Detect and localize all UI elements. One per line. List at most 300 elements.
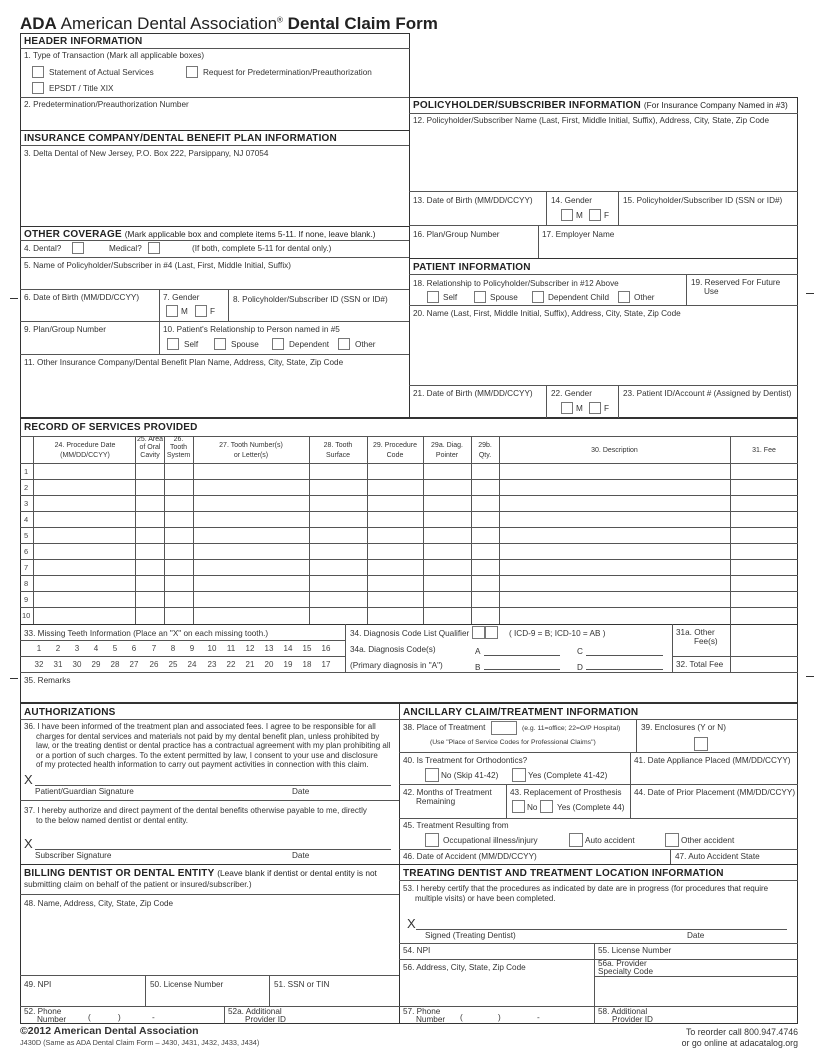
divider [20, 48, 410, 49]
divider [686, 274, 687, 305]
q50-label: 50. License Number [150, 980, 224, 989]
q36-line3: law, or the treating dentist or dental practice has a contractual agreement with my plan prohibiting all [36, 741, 391, 751]
signature-x: X [407, 916, 416, 931]
row-number: 1 [24, 467, 29, 476]
q18-self-label: Self [443, 293, 458, 302]
q40-yes-checkbox[interactable] [512, 768, 526, 782]
actual-services-checkbox[interactable] [32, 66, 44, 78]
q40-no-label: No (Skip 41-42) [441, 771, 499, 780]
form-name: Dental Claim Form [287, 14, 438, 33]
divider [20, 226, 410, 227]
q44-label: 44. Date of Prior Placement (MM/DD/CCYY) [634, 788, 796, 797]
q7-f-label: F [210, 307, 216, 316]
q19-label: 19. Reserved For Future [691, 278, 781, 287]
q18-child-checkbox[interactable] [532, 291, 544, 303]
q38-place-of-treatment-input[interactable] [491, 721, 517, 735]
header-info-title: HEADER INFORMATION [24, 36, 143, 47]
q40-yes-label: Yes (Complete 41-42) [528, 771, 608, 780]
q52-label: 52. Phone [24, 1007, 62, 1016]
divider [399, 818, 798, 819]
tooth-8[interactable]: 8 [170, 644, 176, 653]
policyholder-heading: POLICYHOLDER/SUBSCRIBER INFORMATION [413, 100, 641, 111]
col-line [730, 436, 731, 624]
row-number: 7 [24, 563, 29, 572]
q7-label: 7. Gender [163, 293, 200, 302]
divider [630, 752, 631, 818]
divider [399, 752, 798, 753]
divider [20, 321, 410, 322]
q14-f-label: F [604, 211, 610, 220]
reorder-website[interactable]: or go online at adacatalog.org [681, 1038, 798, 1048]
q31a-label-cont: Fee(s) [694, 637, 718, 646]
divider [594, 976, 798, 977]
billing-title [24, 868, 377, 879]
q22-f-label: F [604, 404, 610, 413]
divider [730, 624, 731, 672]
tooth-23[interactable]: 23 [207, 660, 217, 669]
tooth-6[interactable]: 6 [131, 644, 137, 653]
col-line [423, 436, 424, 624]
q42-label-cont: Remaining [416, 797, 456, 806]
q10-label: 10. Patient's Relationship to Person named in #5 [163, 325, 340, 334]
row-number: 6 [24, 547, 29, 556]
q45-auto-label: Auto accident [585, 836, 635, 845]
col-26-line2: Tooth [169, 444, 188, 451]
q52-paren-close: ) [118, 1013, 121, 1022]
q3-insurance-address[interactable]: 3. Delta Dental of New Jersey, P.O. Box 222, Parsippany, NJ 07054 [24, 149, 269, 158]
q23-label: 23. Patient ID/Account # (Assigned by Dentist) [623, 389, 792, 398]
divider [636, 719, 637, 752]
q49-label: 49. NPI [24, 980, 52, 989]
divider [409, 385, 798, 386]
q45-other-label: Other accident [681, 836, 735, 845]
q57-paren-open: ( [460, 1013, 463, 1022]
divider [546, 385, 547, 418]
row-number: 3 [24, 499, 29, 508]
patient-date-label: Date [292, 787, 310, 796]
q40-no-checkbox[interactable] [425, 768, 439, 782]
col-26-header [164, 436, 193, 460]
tooth-20[interactable]: 20 [264, 660, 274, 669]
q40-label: 40. Is Treatment for Orthodontics? [403, 756, 528, 765]
col-28-line2: Surface [325, 452, 351, 459]
q2-label: 2. Predetermination/Preauthorization Number [24, 100, 189, 109]
row-line [20, 624, 798, 625]
other-coverage-heading: OTHER COVERAGE [24, 229, 122, 240]
divider [20, 130, 410, 131]
tooth-30[interactable]: 30 [72, 660, 82, 669]
col-28-header [309, 441, 367, 461]
tooth-18[interactable]: 18 [302, 660, 312, 669]
divider [20, 240, 410, 241]
col-27-line2: or Letter(s) [233, 452, 269, 459]
divider [20, 257, 410, 258]
form-id: J430D (Same as ADA Dental Claim Form – J430, J431, J432, J433, J434) [20, 1038, 260, 1047]
q52-dash: - [152, 1013, 155, 1022]
tooth-2[interactable]: 2 [55, 644, 61, 653]
tooth-22[interactable]: 22 [226, 660, 236, 669]
reorder-phone: To reorder call 800.947.4746 [686, 1027, 798, 1037]
dx-d-field[interactable] [586, 669, 663, 670]
other-coverage-note: (Mark applicable box and complete items 5-11. If none, leave blank.) [124, 229, 376, 239]
divider [20, 289, 410, 290]
row-number: 10 [22, 611, 31, 620]
q18-other-checkbox[interactable] [618, 291, 630, 303]
divider [618, 385, 619, 418]
divider [399, 784, 798, 785]
q45-other-checkbox[interactable] [665, 833, 679, 847]
dx-a-field[interactable] [484, 655, 560, 656]
q52a-label: 52a. Additional [228, 1007, 282, 1016]
row-line [20, 559, 798, 560]
q46-label: 46. Date of Accident (MM/DD/CCYY) [403, 852, 537, 861]
q52a-label-cont: Provider ID [245, 1015, 286, 1024]
col-24-line1: 24. Procedure Date [54, 442, 116, 449]
divider [506, 784, 507, 818]
q36-text [24, 722, 396, 770]
q10-other-checkbox[interactable] [338, 338, 350, 350]
q18-spouse-checkbox[interactable] [474, 291, 486, 303]
q33-label: 33. Missing Teeth Information (Place an "X" on each missing tooth.) [24, 629, 269, 638]
q35-label: 35. Remarks [24, 676, 71, 685]
tooth-5[interactable]: 5 [112, 644, 118, 653]
q39-label: 39. Enclosures (Y or N) [641, 723, 726, 732]
billing-heading: BILLING DENTIST OR DENTAL ENTITY [24, 868, 215, 879]
ancillary-title: ANCILLARY CLAIM/TREATMENT INFORMATION [403, 707, 639, 718]
divider [20, 656, 345, 657]
col-24-header [34, 441, 136, 461]
tooth-32[interactable]: 32 [34, 660, 44, 669]
dx-c-field[interactable] [586, 655, 663, 656]
q38-label: 38. Place of Treatment [403, 723, 486, 732]
col-line [499, 436, 500, 624]
copyright: ©2012 American Dental Association [20, 1025, 199, 1037]
q20-label: 20. Name (Last, First, Middle Initial, Suffix), Address, City, State, Zip Code [413, 309, 681, 318]
dx-c-label: C [577, 647, 583, 656]
treating-signature-field[interactable] [416, 929, 787, 930]
tooth-27[interactable]: 27 [129, 660, 139, 669]
col-28-line1: 28. Tooth [323, 442, 353, 449]
divider [20, 145, 410, 146]
q6-label: 6. Date of Birth (MM/DD/CCYY) [24, 293, 140, 302]
subscriber-signature-label: Subscriber Signature [35, 851, 112, 860]
q32-label: 32. Total Fee [676, 660, 724, 669]
q10-dependent-checkbox[interactable] [272, 338, 284, 350]
q34-qualifier-box-2[interactable] [485, 626, 498, 639]
tooth-13[interactable]: 13 [264, 644, 274, 653]
q54-label: 54. NPI [403, 946, 431, 955]
q55-label: 55. License Number [598, 946, 672, 955]
col-25-line1: 25. Area [136, 436, 164, 443]
epsdt-label: EPSDT / Title XIX [49, 84, 114, 93]
tooth-9[interactable]: 9 [189, 644, 195, 653]
q51-label: 51. SSN or TIN [274, 980, 330, 989]
q43-no-checkbox[interactable] [512, 800, 525, 813]
q38-note2: (Use "Place of Service Codes for Professional Claims") [430, 739, 596, 746]
q57-paren-close: ) [498, 1013, 501, 1022]
col-24-line2: (MM/DD/CCYY) [60, 452, 110, 459]
divider [409, 305, 798, 306]
row-line [20, 479, 798, 480]
q1-label: 1. Type of Transaction (Mark all applicable boxes) [24, 51, 205, 60]
col-line [164, 436, 165, 624]
col-29a-line1: 29a. Diag. [431, 442, 463, 449]
authorizations-title: AUTHORIZATIONS [24, 707, 116, 718]
divider [618, 191, 619, 225]
col-27-line1: 27. Tooth Number(s) [219, 442, 283, 449]
divider [20, 894, 400, 895]
divider [409, 274, 798, 275]
q53-text [403, 884, 795, 903]
q52-paren-open: ( [88, 1013, 91, 1022]
col-29-header [367, 441, 423, 461]
tooth-14[interactable]: 14 [283, 644, 293, 653]
q52-label-cont: Number [37, 1015, 67, 1024]
q58-label-cont: Provider ID [612, 1015, 653, 1024]
signature-x: X [24, 772, 33, 787]
q41-label: 41. Date Appliance Placed (MM/DD/CCYY) [634, 756, 791, 765]
q37-line2: to the below named dentist or dental entity. [36, 815, 188, 825]
q16-label: 16. Plan/Group Number [413, 230, 500, 239]
dental-checkbox[interactable] [72, 242, 84, 254]
col-line [33, 436, 34, 624]
q14-m-label: M [576, 211, 583, 220]
q31a-label: 31a. Other [676, 628, 715, 637]
q10-self-checkbox[interactable] [167, 338, 179, 350]
q34-qualifier-box-1[interactable] [472, 626, 485, 639]
q57-label: 57. Phone [403, 1007, 441, 1016]
actual-services-label: Statement of Actual Services [49, 68, 154, 77]
medical-checkbox[interactable] [148, 242, 160, 254]
divider [409, 113, 798, 114]
tooth-17[interactable]: 17 [321, 660, 331, 669]
q43-yes-checkbox[interactable] [540, 800, 553, 813]
divider [670, 849, 671, 865]
q10-spouse-checkbox[interactable] [214, 338, 226, 350]
q45-occupational-label: Occupational illness/injury [443, 836, 538, 845]
col-26-line3: System [166, 452, 191, 459]
q18-self-checkbox[interactable] [427, 291, 439, 303]
q43-no-label: No [527, 803, 538, 812]
q36-line5: of my protected health information to carry out payment activities in connection with this claim. [36, 760, 369, 770]
margin-tick [806, 293, 814, 294]
col-31-header: 31. Fee [752, 447, 776, 454]
tooth-28[interactable]: 28 [110, 660, 120, 669]
tooth-29[interactable]: 29 [91, 660, 101, 669]
tooth-10[interactable]: 10 [207, 644, 217, 653]
q39-enclosures-checkbox[interactable] [694, 737, 708, 751]
registered-mark: ® [277, 15, 283, 25]
divider [145, 975, 146, 1006]
q18-spouse-label: Spouse [490, 293, 518, 302]
col-line [193, 436, 194, 624]
patient-info-title: PATIENT INFORMATION [413, 262, 531, 273]
tooth-31[interactable]: 31 [53, 660, 63, 669]
q18-child-label: Dependent Child [548, 293, 609, 302]
row-number: 2 [24, 483, 29, 492]
q37-line1: 37. I hereby authorize and direct payment of the dental benefits otherwise payable to me, directly [24, 806, 367, 815]
treating-title: TREATING DENTIST AND TREATMENT LOCATION INFORMATION [403, 868, 724, 879]
tooth-7[interactable]: 7 [151, 644, 157, 653]
q14-label: 14. Gender [551, 196, 592, 205]
q36-line1: 36. I have been informed of the treatment plan and associated fees. I agree to be responsible for all [24, 722, 376, 731]
q22-f-checkbox[interactable] [589, 402, 601, 414]
subscriber-signature-field[interactable] [35, 849, 391, 850]
tooth-26[interactable]: 26 [149, 660, 159, 669]
col-25-line3: Cavity [140, 452, 160, 459]
tooth-24[interactable]: 24 [187, 660, 197, 669]
services-title: RECORD OF SERVICES PROVIDED [24, 422, 198, 433]
tooth-25[interactable]: 25 [168, 660, 178, 669]
dx-a-label: A [475, 647, 481, 656]
tooth-16[interactable]: 16 [321, 644, 331, 653]
q34-label: 34. Diagnosis Code List Qualifier [350, 629, 470, 638]
q22-label: 22. Gender [551, 389, 592, 398]
treating-date-label: Date [687, 931, 705, 940]
predetermination-checkbox[interactable] [186, 66, 198, 78]
insurance-title: INSURANCE COMPANY/DENTAL BENEFIT PLAN INFORMATION [24, 133, 337, 144]
tooth-19[interactable]: 19 [283, 660, 293, 669]
divider [594, 943, 595, 1024]
margin-tick [10, 298, 18, 299]
q4-dental-label: 4. Dental? [24, 244, 62, 253]
q45-auto-checkbox[interactable] [569, 833, 583, 847]
row-number: 5 [24, 531, 29, 540]
col-29a-line2: Pointer [435, 452, 459, 459]
divider [20, 800, 400, 801]
col-29b-line1: 29b. [478, 442, 492, 449]
q7-m-checkbox[interactable] [166, 305, 178, 317]
divider [20, 672, 798, 673]
q10-self-label: Self [184, 340, 199, 349]
q4-note: (If both, complete 5-11 for dental only.) [192, 244, 332, 253]
q56a-label-cont: Specialty Code [598, 967, 654, 976]
col-30-header: 30. Description [591, 447, 638, 454]
q36-line4: or a portion of such charges. To the extent permitted by law, I consent to your use and disclosure [36, 750, 378, 760]
q57-dash: - [537, 1013, 540, 1022]
q18-other-label: Other [634, 293, 655, 302]
q57-label-cont: Number [416, 1015, 446, 1024]
row-line [20, 575, 798, 576]
divider [672, 624, 673, 672]
tooth-21[interactable]: 21 [245, 660, 255, 669]
col-29a-header [423, 441, 471, 461]
tooth-11[interactable]: 11 [226, 644, 236, 653]
q7-f-checkbox[interactable] [195, 305, 207, 317]
q13-label: 13. Date of Birth (MM/DD/CCYY) [413, 196, 533, 205]
divider [20, 975, 400, 976]
row-line [20, 591, 798, 592]
q14-m-checkbox[interactable] [561, 209, 573, 221]
divider [409, 258, 798, 259]
q45-label: 45. Treatment Resulting from [403, 821, 509, 830]
q12-label: 12. Policyholder/Subscriber Name (Last, First, Middle Initial, Suffix), Address, City, State, Zip Code [413, 116, 769, 125]
q11-label: 11. Other Insurance Company/Dental Benefit Plan Name, Address, City, State, Zip Code [24, 358, 344, 367]
tooth-3[interactable]: 3 [74, 644, 80, 653]
q38-note: (e.g. 11=office; 22=O/P Hospital) [522, 725, 621, 732]
tooth-12[interactable]: 12 [245, 644, 255, 653]
signature-x: X [24, 836, 33, 851]
q22-m-checkbox[interactable] [561, 402, 573, 414]
q53-line2: multiple visits) or have been completed. [415, 893, 556, 903]
divider [399, 719, 798, 720]
q45-occupational-checkbox[interactable] [425, 833, 439, 847]
col-27-header [193, 441, 309, 461]
q56-label: 56. Address, City, State, Zip Code [403, 963, 526, 972]
form-title [20, 14, 438, 34]
q42-label: 42. Months of Treatment [403, 788, 492, 797]
q47-label: 47. Auto Accident State [675, 852, 760, 861]
patient-signature-label: Patient/Guardian Signature [35, 787, 134, 796]
dx-d-label: D [577, 663, 583, 672]
q37-text [24, 806, 396, 825]
col-line [367, 436, 368, 624]
col-line [309, 436, 310, 624]
col-29-line1: 29. Procedure [373, 442, 417, 449]
col-25-header [135, 436, 165, 460]
q34a-label: 34a. Diagnosis Code(s) [350, 645, 436, 654]
patient-signature-field[interactable] [35, 785, 391, 786]
billing-note: (Leave blank if dentist or dental entity is not [217, 868, 377, 878]
q10-dependent-label: Dependent [289, 340, 330, 349]
q4-medical-label: Medical? [109, 244, 142, 253]
q43-label: 43. Replacement of Prosthesis [510, 788, 622, 797]
divider [546, 191, 547, 225]
q14-f-checkbox[interactable] [589, 209, 601, 221]
row-line [20, 463, 798, 464]
divider [228, 289, 229, 321]
row-line [20, 607, 798, 608]
q7-m-label: M [181, 307, 188, 316]
divider [538, 225, 539, 258]
q9-label: 9. Plan/Group Number [24, 325, 106, 334]
divider [399, 849, 798, 850]
tooth-4[interactable]: 4 [93, 644, 99, 653]
row-number: 9 [24, 595, 29, 604]
margin-tick [806, 676, 814, 677]
q10-spouse-label: Spouse [231, 340, 259, 349]
q15-label: 15. Policyholder/Subscriber ID (SSN or ID#) [623, 196, 783, 205]
col-29b-header [471, 441, 499, 461]
divider [20, 97, 410, 98]
q5-label: 5. Name of Policyholder/Subscriber in #4 (Last, First, Middle Initial, Suffix) [24, 261, 291, 270]
q34a-note: (Primary diagnosis in "A") [350, 661, 443, 670]
divider [269, 975, 270, 1006]
tooth-15[interactable]: 15 [302, 644, 312, 653]
predetermination-label: Request for Predetermination/Preauthorization [203, 68, 372, 77]
q17-label: 17. Employer Name [542, 230, 615, 239]
tooth-1[interactable]: 1 [36, 644, 42, 653]
q58-label: 58. Additional [598, 1007, 648, 1016]
margin-tick [10, 678, 18, 679]
divider [672, 656, 798, 657]
row-line [20, 527, 798, 528]
epsdt-checkbox[interactable] [32, 82, 44, 94]
row-number: 4 [24, 515, 29, 524]
dx-b-underline [484, 669, 560, 670]
org-name: American Dental Association [60, 14, 278, 33]
q53-line1: 53. I hereby certify that the procedures as indicated by date are in progress (for procedures that require [403, 884, 769, 893]
treating-signature-label: Signed (Treating Dentist) [425, 931, 516, 940]
divider [20, 719, 400, 720]
divider [20, 640, 345, 641]
col-line [471, 436, 472, 624]
q19-label-cont: Use [704, 287, 719, 296]
q10-other-label: Other [355, 340, 376, 349]
policyholder-note: (For Insurance Company Named in #3) [643, 100, 788, 110]
policyholder-title [413, 100, 788, 111]
divider [399, 943, 798, 944]
